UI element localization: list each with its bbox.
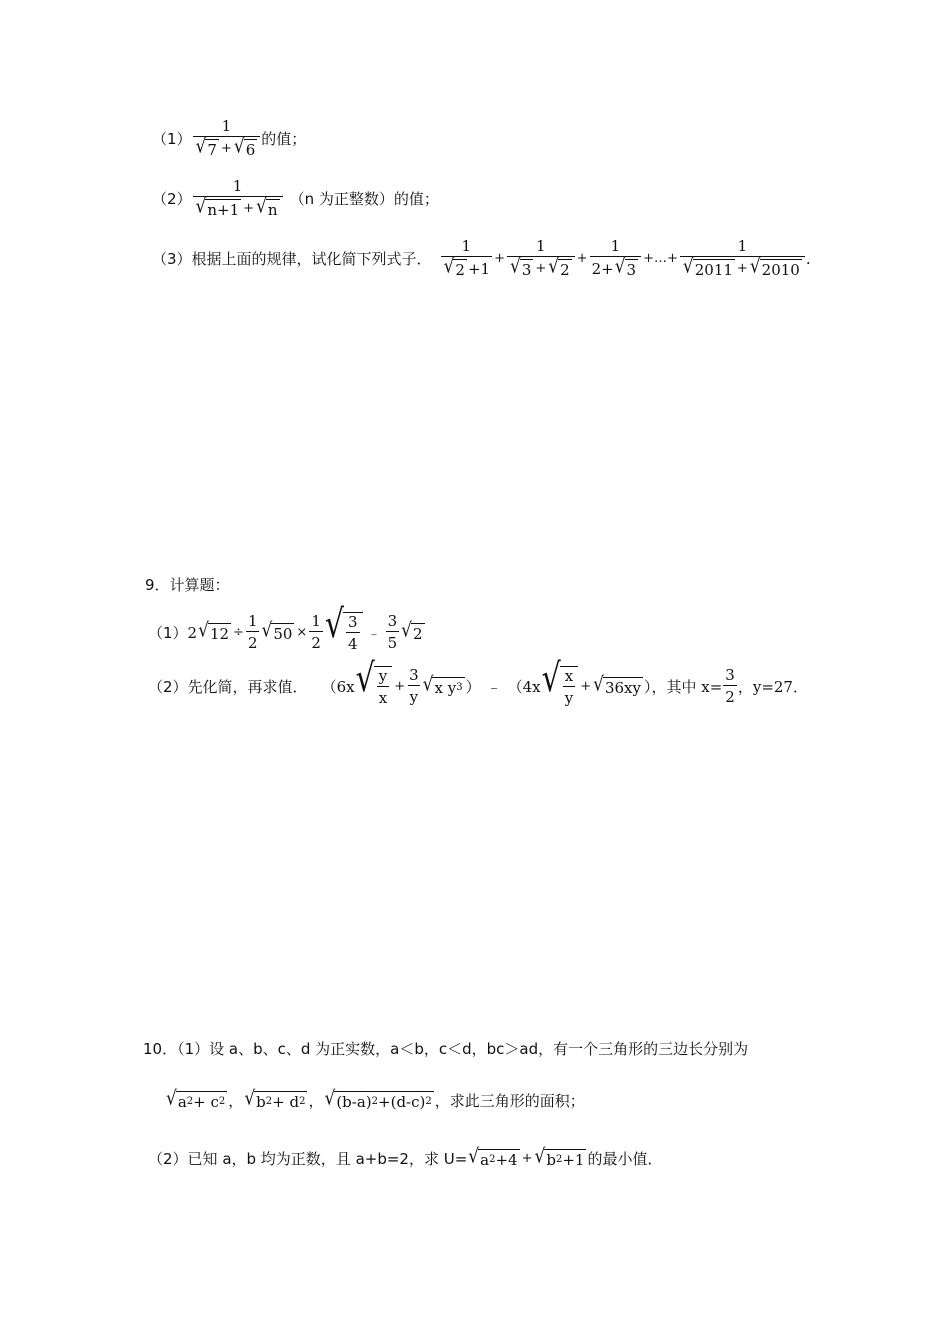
fraction-3-over-y: $\frac{3}{y}$ xyxy=(409,666,419,706)
q8-part2-label: （2） xyxy=(152,190,192,208)
sqrt-diff-squares: √ (b-a) 2 +(d-c) 2 xyxy=(324,1086,432,1111)
sqrt-3b: √ 3 xyxy=(614,255,637,279)
q8-part3-label: （3） xyxy=(152,250,192,268)
q8-part1-suffix: 的值； xyxy=(261,130,307,148)
fraction-1-over-sqrt7-sqrt6: 1 √ 7 + √ 6 xyxy=(193,118,261,159)
q9-title: 9．计算题： xyxy=(145,576,230,594)
sqrt-b2-plus-1: √ b 2 +1 xyxy=(534,1144,585,1169)
sqrt-a2-plus-4: √ a 2 +4 xyxy=(468,1144,518,1169)
sqrt-36xy: √ 36xy xyxy=(593,672,641,697)
fraction-d: 1 √ 2011 + √ 2010 xyxy=(680,238,805,279)
q9-part2-label: （2） xyxy=(148,678,188,696)
sqrt-7: √ 7 xyxy=(195,135,217,159)
q8-part1-label: （1） xyxy=(152,130,192,148)
q9-part2: （2） 先化简，再求值． （6x √ $\frac{y}{x}$ + $\frac{3}{y}$ √ x y 3 ） ﹣ （4x √ $\frac{x}{y}$ + √ 36xy ），其中 x= $\frac{3}{2}$ ，y=27． xyxy=(148,655,808,707)
sqrt-2011: √ 2011 xyxy=(682,255,733,279)
fraction-half-b: $\frac{1}{2}$ xyxy=(311,612,321,652)
q10-sides: √ a 2 + c 2 ， √ b 2 + d 2 ， √ (b-a) 2 +(d-c) 2 ，求此三角形的面积； xyxy=(166,1086,585,1111)
fraction-c: 1 2+ √ 3 xyxy=(590,238,642,279)
sqrt-a2-c2: √ a 2 + c 2 xyxy=(166,1086,226,1111)
sqrt-12: √ 12 xyxy=(198,618,230,643)
q10-part2-tail: 的最小值． xyxy=(587,1150,663,1168)
sqrt-2010: √ 2010 xyxy=(749,255,800,279)
q10-part1-tail: ，求此三角形的面积； xyxy=(434,1092,585,1110)
q8-part2 xyxy=(152,178,439,219)
fraction-b: 1 √ 3 + √ 2 xyxy=(507,238,575,279)
fraction-3-5: $\frac{3}{5}$ xyxy=(387,612,398,652)
sqrt-y-over-x: √ $\frac{y}{x}$ xyxy=(356,666,393,707)
q10-part2-text: 已知 a，b 均为正数，且 a+b=2，求 U= xyxy=(187,1150,468,1168)
fraction-3-2: $\frac{3}{2}$ xyxy=(725,666,735,706)
sqrt-2: √ 2 xyxy=(443,255,465,279)
q9-part1: （1） 2 √ 12 ÷ $\frac{1}{2}$ √ 50 × $\frac{1}{2}$ √ $\frac{3}{4}$ ﹣ $\frac{3}{5}$ √ 2 xyxy=(148,601,423,653)
sqrt-n: √ n xyxy=(256,195,278,219)
fraction-3-4: $\frac{3}{4}$ xyxy=(348,613,358,653)
fraction-a: 1 √ 2 +1 xyxy=(441,238,493,279)
sqrt-3: √ 3 xyxy=(509,255,532,279)
sqrt-x-over-y: √ $\frac{x}{y}$ xyxy=(542,666,579,707)
sqrt-xy3: √ x y 3 xyxy=(422,672,463,697)
sqrt-2b: √ 2 xyxy=(548,255,570,279)
sqrt-n-plus-1: √ n+1 xyxy=(195,195,240,219)
q8-part2-suffix: （n 为正整数）的值； xyxy=(289,190,439,208)
sqrt-b2-d2: √ b 2 + d 2 xyxy=(244,1086,306,1111)
fraction-half-a: $\frac{1}{2}$ xyxy=(247,612,258,652)
q10-part1-text: 10．（1）设 a、b、c、d 为正实数，a＜b，c＜d，bc＞ad，有一个三角形的三边长分别为 xyxy=(143,1040,749,1058)
q8-part3: （3） 根据上面的规律，试化简下列式子． 1 √ 2 +1 + 1 √ 3 + √ 2 + 1 2+ √ 3 +…+ 1 √ 2011 + √ 2010 . xyxy=(152,237,811,279)
fraction-1-over-sqrtn1-sqrtn: 1 √ n+1 + √ n xyxy=(193,178,283,219)
q10-part2: （2） 已知 a，b 均为正数，且 a+b=2，求 U= √ a 2 +4 + √ b 2 +1 的最小值． xyxy=(148,1144,663,1169)
q8-part3-text: 根据上面的规律，试化简下列式子． xyxy=(191,250,432,268)
sqrt-2-q9: √ 2 xyxy=(401,618,423,643)
sqrt-three-quarters: √ $\frac{3}{4}$ xyxy=(325,612,363,653)
sqrt-50: √ 50 xyxy=(261,618,293,643)
q9-part1-label: （1） xyxy=(148,624,188,642)
q8-part1 xyxy=(152,118,306,159)
q10-part2-label: （2） xyxy=(148,1150,188,1168)
q9-part2-text: 先化简，再求值． xyxy=(187,678,308,696)
sqrt-6: √ 6 xyxy=(233,135,256,159)
